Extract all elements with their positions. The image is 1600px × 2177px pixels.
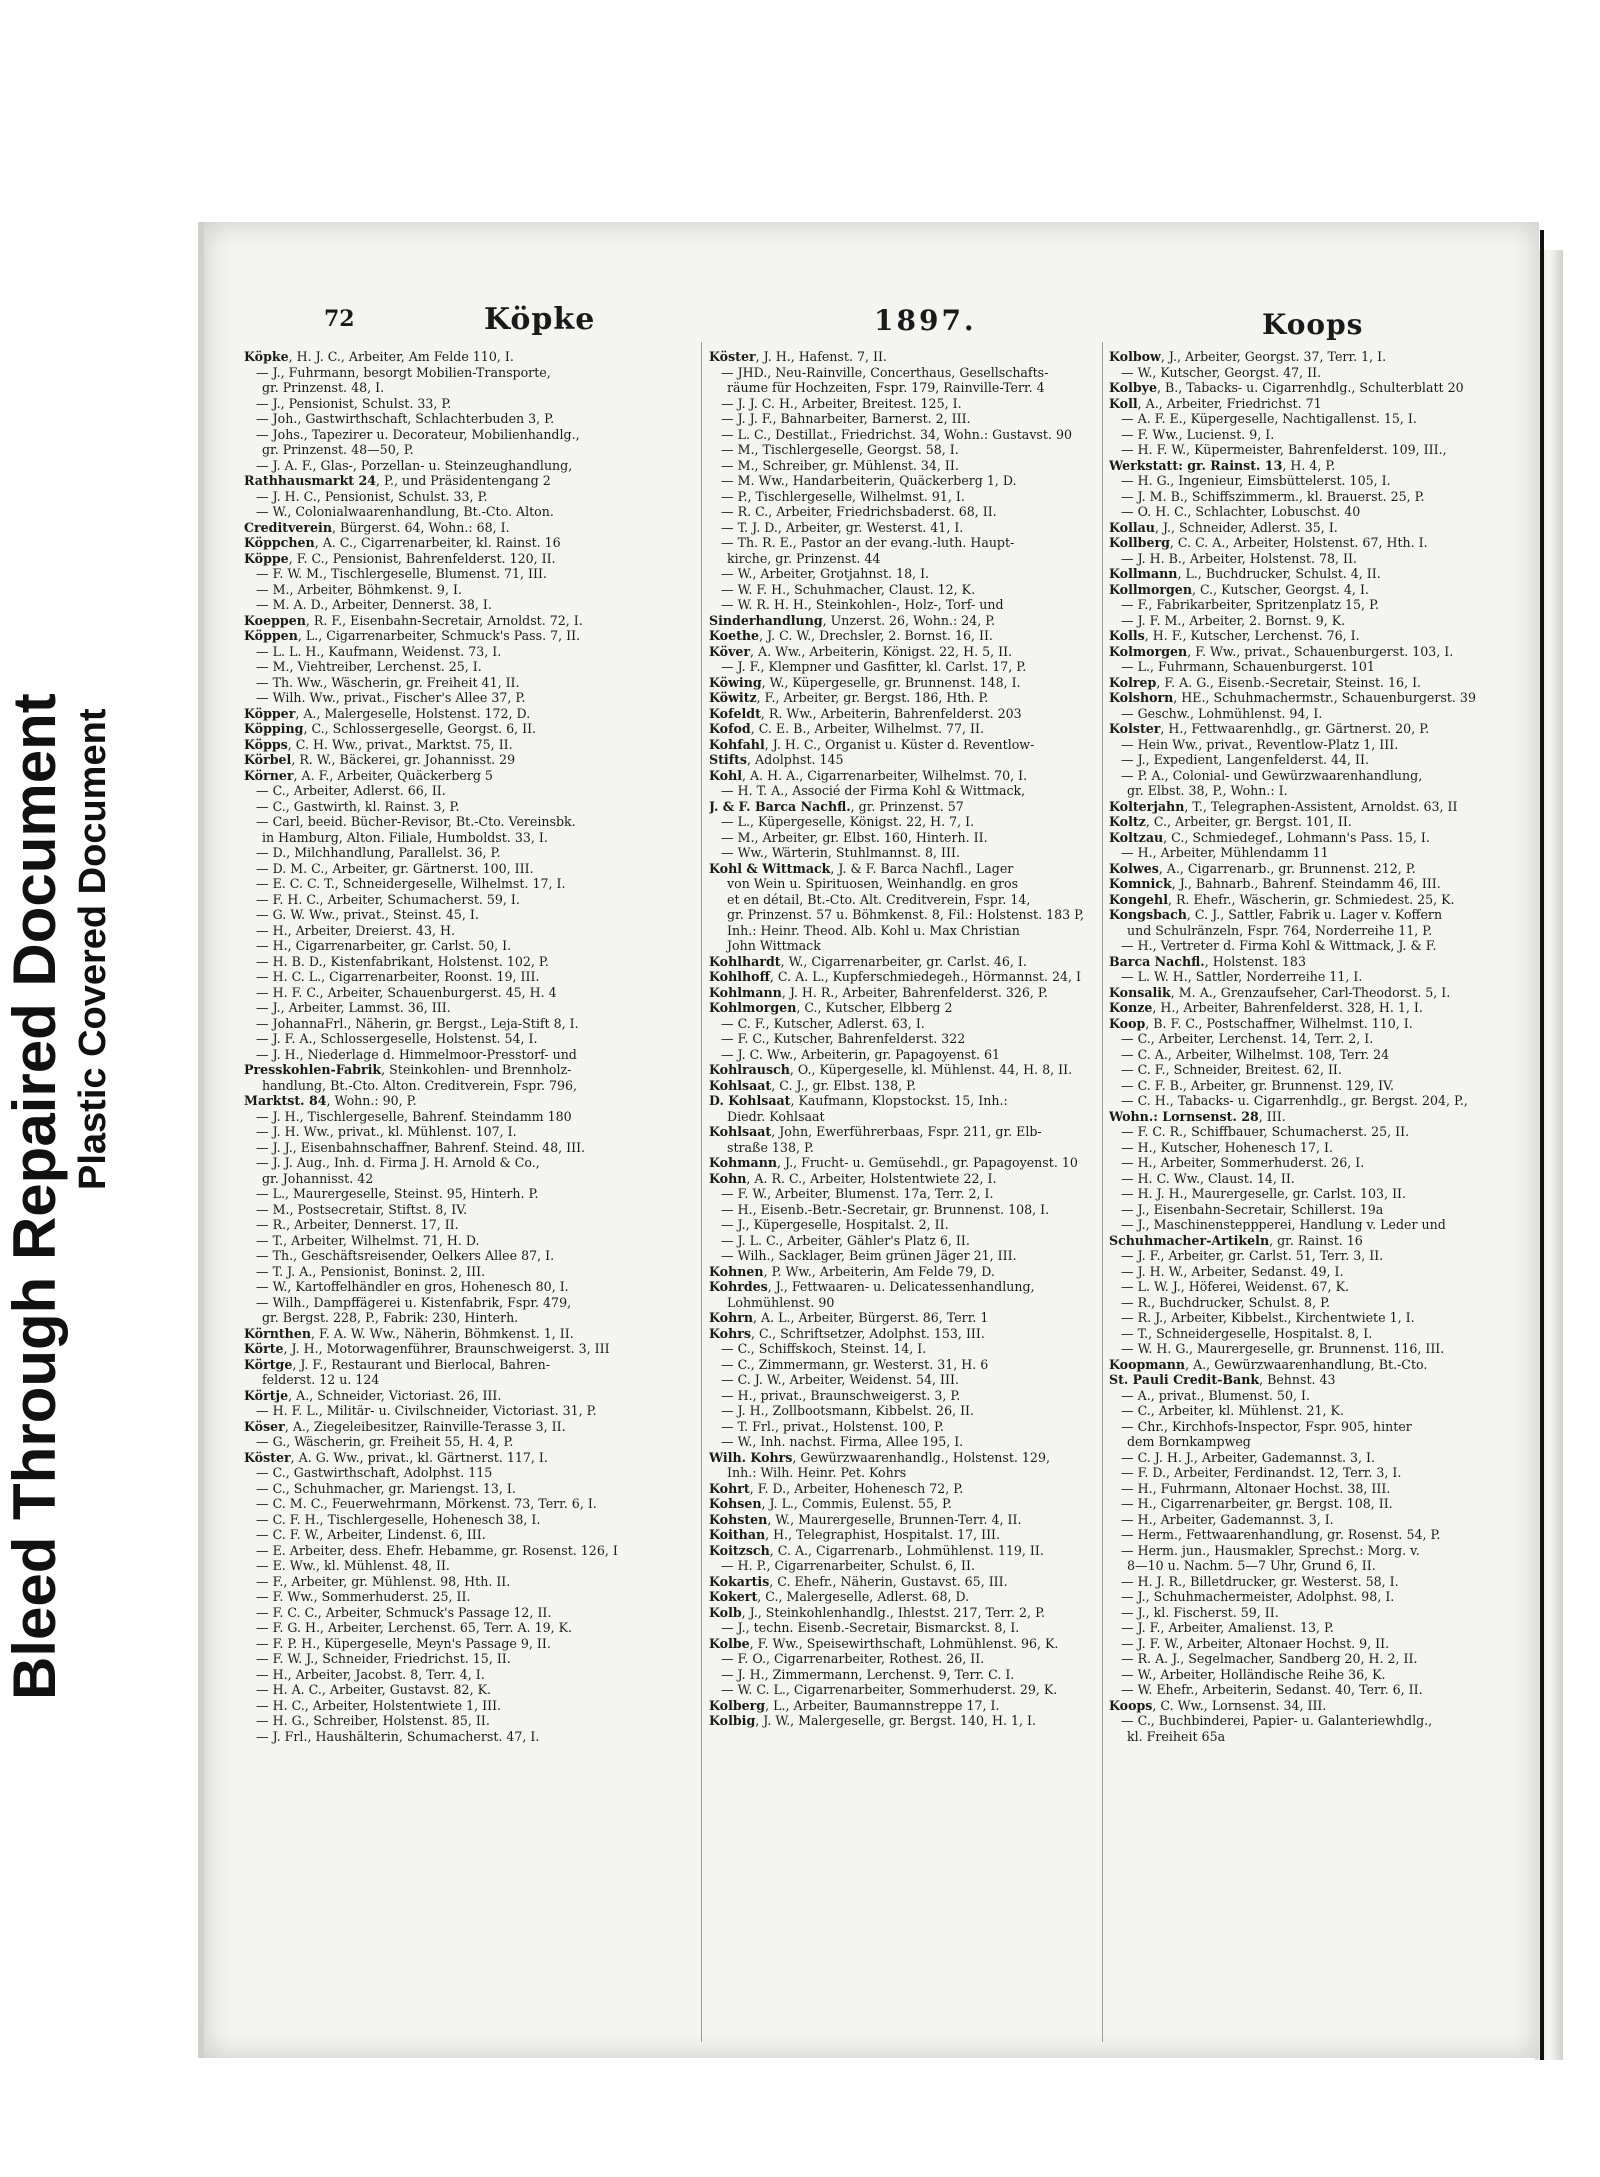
directory-entry: — C. F. B., Arbeiter, gr. Brunnenst. 129, IV.	[1121, 1077, 1394, 1093]
directory-entry: Rathhausmarkt 24, P., und Präsidentengang 2	[244, 473, 551, 488]
column-divider	[1102, 342, 1103, 2042]
directory-entry: — M. Ww., Handarbeiterin, Quäckerberg 1, D.	[721, 473, 1017, 488]
directory-entry: — H., Kutscher, Hohenesch 17, I.	[1121, 1139, 1333, 1155]
directory-entry: — D., Milchhandlung, Parallelst. 36, P.	[256, 845, 501, 860]
directory-entry: Kohlhardt, W., Cigarrenarbeiter, gr. Carlst. 46, I.	[709, 953, 1027, 969]
directory-entry: und Schulränzeln, Fspr. 764, Norderreihe 11, P.	[1127, 922, 1433, 938]
directory-entry: Kolmorgen, F. Ww., privat., Schauenburgerst. 103, I.	[1109, 643, 1454, 659]
directory-entry: — F. G. H., Arbeiter, Lerchenst. 65, Terr. A. 19, K.	[256, 1620, 573, 1635]
directory-entry: — W., Inh. nachst. Firma, Allee 195, I.	[721, 1434, 964, 1449]
directory-entry: Kollmann, L., Buchdrucker, Schulst. 4, II.	[1109, 566, 1381, 581]
directory-entry: Koopmann, A., Gewürzwaarenhandlung, Bt.-Cto.	[1109, 1356, 1428, 1372]
directory-entry: Kohsten, W., Maurergeselle, Brunnen-Terr. 4, II.	[709, 1511, 1022, 1527]
directory-entry: — J. H., Niederlage d. Himmelmoor-Presstorf- und	[256, 1046, 577, 1062]
scan-gutter	[1540, 230, 1544, 2060]
directory-entry: — J. F. A., Schlossergeselle, Holstenst. 54, I.	[256, 1031, 538, 1046]
directory-entry: Köser, A., Ziegeleibesitzer, Rainville-Terasse 3, II.	[244, 1418, 566, 1434]
directory-entry: — C., Schiffskoch, Steinst. 14, I.	[721, 1341, 927, 1356]
directory-entry: Kollmorgen, C., Kutscher, Georgst. 4, I.	[1109, 581, 1369, 597]
directory-entry: Koltzau, C., Schmiedegef., Lohmann's Pass. 15, I.	[1109, 829, 1430, 845]
directory-entry: Werkstatt: gr. Rainst. 13, H. 4, P.	[1109, 457, 1336, 473]
directory-entry: — C. F., Kutscher, Adlerst. 63, I.	[721, 1015, 925, 1031]
directory-entry: Koll, A., Arbeiter, Friedrichst. 71	[1109, 395, 1322, 411]
directory-entry: — H. B. D., Kistenfabrikant, Holstenst. 102, P.	[256, 953, 549, 969]
directory-entry: — Johs., Tapezirer u. Decorateur, Mobilienhandlg.,	[256, 426, 580, 442]
directory-entry: — JohannaFrl., Näherin, gr. Bergst., Leja-Stift 8, I.	[256, 1015, 579, 1031]
directory-entry: Kollau, J., Schneider, Adlerst. 35, I.	[1109, 519, 1338, 535]
directory-entry: Köster, J. H., Hafenst. 7, II.	[709, 349, 887, 364]
directory-entry: — H., privat., Braunschweigerst. 3, P.	[721, 1387, 961, 1403]
directory-entry: Kongsbach, C. J., Sattler, Fabrik u. Lager v. Koffern	[1109, 907, 1443, 922]
directory-entry: — Wilh., Sacklager, Beim grünen Jäger 21, III.	[721, 1248, 1017, 1263]
directory-entry: handlung, Bt.-Cto. Alton. Creditverein, Fspr. 796,	[262, 1077, 578, 1093]
directory-entry: Kolbe, F. Ww., Speisewirthschaft, Lohmühlenst. 96, K.	[709, 1635, 1059, 1651]
directory-entry: — F. C. C., Arbeiter, Schmuck's Passage 12, II.	[256, 1604, 552, 1620]
directory-entry: — J., techn. Eisenb.-Secretair, Bismarckst. 8, I.	[721, 1620, 1020, 1635]
directory-entry: Kohrt, F. D., Arbeiter, Hohenesch 72, P.	[709, 1480, 964, 1496]
directory-entry: Wilh. Kohrs, Gewürzwaarenhandlg., Holstenst. 129,	[709, 1449, 1050, 1465]
directory-entry: — C., Buchbinderei, Papier- u. Galanteriewhdlg.,	[1121, 1713, 1433, 1728]
directory-entry: — Joh., Gastwirthschaft, Schlachterbuden 3, P.	[256, 411, 555, 426]
directory-entry: gr. Prinzenst. 57 u. Böhmkenst. 8, Fil.: Holstenst. 183 P,	[727, 907, 1084, 922]
directory-entry: — H., Cigarrenarbeiter, gr. Carlst. 50, I.	[256, 938, 512, 953]
directory-entry: Inh.: Wilh. Heinr. Pet. Kohrs	[727, 1465, 907, 1480]
directory-entry: — F., Fabrikarbeiter, Spritzenplatz 15, P.	[1121, 597, 1379, 612]
directory-entry: von Wein u. Spirituosen, Weinhandlg. en gros	[727, 876, 1019, 891]
directory-entry: — H., Arbeiter, Sommerhuderst. 26, I.	[1121, 1155, 1365, 1170]
directory-entry: — W., Kartoffelhändler en gros, Hohenesch 80, I.	[256, 1279, 569, 1294]
directory-entry: — W. Ehefr., Arbeiterin, Sedanst. 40, Terr. 6, II.	[1121, 1682, 1423, 1697]
directory-entry: — J. J. C. H., Arbeiter, Breitest. 125, I.	[721, 395, 962, 411]
directory-entry: — A. F. E., Küpergeselle, Nachtigallenst. 15, I.	[1121, 411, 1417, 426]
directory-entry: Kolshorn, HE., Schuhmachermstr., Schauenburgerst. 39	[1109, 690, 1476, 705]
directory-entry: — H. F. C., Arbeiter, Schauenburgerst. 45, H. 4	[256, 984, 557, 1000]
directory-entry: — Ww., Wärterin, Stuhlmannst. 8, III.	[721, 845, 960, 860]
directory-entry: — H., Vertreter d. Firma Kohl & Wittmack, J. & F.	[1121, 938, 1437, 953]
directory-entry: Körner, A. F., Arbeiter, Quäckerberg 5	[244, 767, 493, 783]
directory-entry: Kofod, C. E. B., Arbeiter, Wilhelmst. 77, II.	[709, 721, 985, 736]
directory-entry: Koethe, J. C. W., Drechsler, 2. Bornst. 16, II.	[709, 628, 993, 643]
directory-entry: — R., Arbeiter, Dennerst. 17, II.	[256, 1217, 459, 1232]
directory-entry: Köppe, F. C., Pensionist, Bahrenfelderst. 120, II.	[244, 550, 556, 566]
directory-entry: Körbel, R. W., Bäckerei, gr. Johannisst. 29	[244, 752, 516, 767]
directory-entry: Kohl, A. H. A., Cigarrenarbeiter, Wilhelmst. 70, I.	[709, 767, 1028, 783]
directory-entry: Koop, B. F. C., Postschaffner, Wilhelmst. 110, I.	[1109, 1015, 1413, 1031]
directory-entry: — C., Schuhmacher, gr. Mariengst. 13, I.	[256, 1480, 516, 1496]
directory-entry: Körnthen, F. A. W. Ww., Näherin, Böhmkenst. 1, II.	[244, 1325, 574, 1341]
directory-entry: — J., Arbeiter, Lammst. 36, III.	[256, 1000, 451, 1015]
directory-entry: — J. H., Zollbootsmann, Kibbelst. 26, II.	[721, 1403, 975, 1418]
directory-entry: Kolls, H. F., Kutscher, Lerchenst. 76, I.	[1109, 628, 1360, 643]
directory-entry: — J. A. F., Glas-, Porzellan- u. Steinzeughandlung,	[256, 457, 573, 473]
directory-entry: Kofeldt, R. Ww., Arbeiterin, Bahrenfelderst. 203	[709, 705, 1022, 721]
directory-entry: Kolrep, F. A. G., Eisenb.-Secretair, Steinst. 16, I.	[1109, 674, 1422, 690]
directory-entry: — T., Arbeiter, Wilhelmst. 71, H. D.	[256, 1232, 480, 1248]
directory-entry: Kohsen, J. L., Commis, Eulenst. 55, P.	[709, 1496, 952, 1511]
directory-entry: — J., Pensionist, Schulst. 33, P.	[256, 395, 452, 411]
directory-entry: — H. C., Arbeiter, Holstentwiete 1, III.	[256, 1697, 502, 1713]
directory-entry: Creditverein, Bürgerst. 64, Wohn.: 68, I.	[244, 519, 510, 535]
directory-entry: Köwitz, F., Arbeiter, gr. Bergst. 186, Hth. P.	[709, 690, 989, 705]
directory-entry: — J. H. Ww., privat., kl. Mühlenst. 107, I.	[256, 1124, 517, 1139]
directory-entry: Kolterjahn, T., Telegraphen-Assistent, Arnoldst. 63, II	[1109, 798, 1458, 814]
directory-entry: Sinderhandlung, Unzerst. 26, Wohn.: 24, P.	[709, 612, 996, 628]
directory-entry: Kolbig, J. W., Malergeselle, gr. Bergst. 140, H. 1, I.	[709, 1713, 1036, 1728]
directory-entry: — L. W. H., Sattler, Norderreihe 11, I.	[1121, 969, 1363, 984]
directory-entry: — C., Arbeiter, kl. Mühlenst. 21, K.	[1121, 1403, 1344, 1418]
directory-entry: — L., Küpergeselle, Königst. 22, H. 7, I.	[721, 814, 975, 829]
directory-entry: — W. H. G., Maurergeselle, gr. Brunnenst. 116, III.	[1121, 1341, 1445, 1356]
directory-entry: — C. J. H. J., Arbeiter, Gademannst. 3, I.	[1121, 1449, 1376, 1465]
directory-entry: — O. H. C., Schlachter, Lobuschst. 40	[1121, 504, 1361, 519]
directory-entry: — J. H., Tischlergeselle, Bahrenf. Steindamm 180	[256, 1108, 572, 1124]
directory-entry: — C., Arbeiter, Lerchenst. 14, Terr. 2, I.	[1121, 1031, 1374, 1046]
directory-entry: — W. R. H. H., Steinkohlen-, Holz-, Torf- und	[721, 597, 1004, 612]
directory-entry: — E. Ww., kl. Mühlenst. 48, II.	[256, 1558, 450, 1573]
directory-entry: gr. Elbst. 38, P., Wohn.: I.	[1127, 783, 1288, 798]
directory-entry: — W., Arbeiter, Grotjahnst. 18, I.	[721, 566, 930, 581]
directory-entry: — A., privat., Blumenst. 50, I.	[1121, 1387, 1310, 1403]
directory-entry: kl. Freiheit 65a	[1127, 1728, 1226, 1744]
directory-entry: — R. J., Arbeiter, Kibbelst., Kirchentwiete 1, I.	[1121, 1310, 1415, 1325]
directory-entry: Köpping, C., Schlossergeselle, Georgst. 6, II.	[244, 721, 537, 736]
directory-entry: — J., Küpergeselle, Hospitalst. 2, II.	[721, 1217, 949, 1232]
directory-entry: — M., Tischlergeselle, Georgst. 58, I.	[721, 442, 959, 457]
directory-entry: Marktst. 84, Wohn.: 90, P.	[244, 1093, 417, 1108]
directory-entry: — J., Expedient, Langenfelderst. 44, II.	[1121, 752, 1370, 767]
directory-entry: Kolbye, B., Tabacks- u. Cigarrenhdlg., Schulterblatt 20	[1109, 380, 1464, 395]
directory-entry: — J. H. B., Arbeiter, Holstenst. 78, II.	[1121, 550, 1357, 566]
directory-entry: Körte, J. H., Motorwagenführer, Braunschweigerst. 3, III	[244, 1341, 610, 1356]
directory-entry: — J. F., Arbeiter, Amalienst. 13, P.	[1121, 1620, 1334, 1635]
directory-entry: Kongehl, R. Ehefr., Wäscherin, gr. Schmiedest. 25, K.	[1109, 891, 1455, 907]
directory-entry: dem Bornkampweg	[1127, 1434, 1251, 1449]
directory-entry: — F. H. C., Arbeiter, Schumacherst. 59, I.	[256, 891, 520, 907]
condition-label-bleed-repaired: Bleed Through Repaired Document	[1, 693, 68, 1700]
directory-entry: Kokert, C., Malergeselle, Adlerst. 68, D.	[709, 1589, 970, 1604]
directory-entry: J. & F. Barca Nachfl., gr. Prinzenst. 57	[709, 798, 964, 814]
directory-entry: Kohlrausch, O., Küpergeselle, kl. Mühlenst. 44, H. 8, II.	[709, 1062, 1073, 1077]
directory-entry: — H. J. H., Maurergeselle, gr. Carlst. 103, II.	[1121, 1186, 1407, 1201]
directory-entry: John Wittmack	[727, 938, 821, 953]
directory-entry: — R. C., Arbeiter, Friedrichsbaderst. 68, II.	[721, 504, 997, 519]
directory-entry: Kohl & Wittmack, J. & F. Barca Nachfl., Lager	[709, 860, 1014, 876]
directory-entry: — G. W. Ww., privat., Steinst. 45, I.	[256, 907, 479, 922]
directory-entry: — T. J. A., Pensionist, Boninst. 2, III.	[256, 1263, 486, 1279]
directory-column-3	[1109, 349, 1484, 2049]
directory-entry: Kokartis, C. Ehefr., Näherin, Gustavst. 65, III.	[709, 1573, 1008, 1589]
directory-entry: St. Pauli Credit-Bank, Behnst. 43	[1109, 1372, 1336, 1387]
directory-entry: — Herm. jun., Hausmakler, Sprechst.: Morg. v.	[1121, 1542, 1420, 1558]
directory-entry: Koeppen, R. F., Eisenbahn-Secretair, Arnoldst. 72, I.	[244, 612, 583, 628]
directory-entry: — M., Postsecretair, Stiftst. 8, IV.	[256, 1201, 468, 1217]
directory-entry: — H. F. W., Küpermeister, Bahrenfelderst. 109, III.,	[1121, 442, 1447, 457]
directory-entry: — J. F., Arbeiter, gr. Carlst. 51, Terr. 3, II.	[1121, 1248, 1384, 1263]
directory-entry: straße 138, P.	[727, 1139, 814, 1155]
directory-entry: — J. H. W., Arbeiter, Sedanst. 49, I.	[1121, 1263, 1344, 1279]
directory-entry: Köppchen, A. C., Cigarrenarbeiter, kl. Rainst. 16	[244, 535, 561, 550]
directory-entry: — F. W., Arbeiter, Blumenst. 17a, Terr. 2, I.	[721, 1186, 994, 1201]
directory-entry: — J. H. C., Pensionist, Schulst. 33, P.	[256, 488, 488, 504]
directory-entry: Kohrn, A. L., Arbeiter, Bürgerst. 86, Terr. 1	[709, 1310, 989, 1325]
directory-entry: — C. F. H., Tischlergeselle, Hohenesch 38, I.	[256, 1511, 541, 1527]
header-first-name: Köpke	[484, 302, 596, 337]
directory-entry: — Chr., Kirchhofs-Inspector, Fspr. 905, hinter	[1121, 1418, 1412, 1434]
directory-entry: — H. C. L., Cigarrenarbeiter, Roonst. 19, III.	[256, 969, 540, 984]
directory-entry: Inh.: Heinr. Theod. Alb. Kohl u. Max Christian	[727, 922, 1020, 938]
directory-entry: Kohlmann, J. H. R., Arbeiter, Bahrenfelderst. 326, P.	[709, 984, 1048, 1000]
column-divider	[701, 342, 702, 2042]
directory-entry: — Herm., Fettwaarenhandlung, gr. Rosenst. 54, P.	[1121, 1527, 1441, 1542]
directory-entry: — L. L. H., Kaufmann, Weidenst. 73, I.	[256, 643, 502, 659]
directory-entry: Kohfahl, J. H. C., Organist u. Küster d. Reventlow-	[709, 736, 1035, 752]
directory-entry: — M., Arbeiter, Böhmkenst. 9, I.	[256, 581, 462, 597]
header-last-name: Koops	[1262, 308, 1364, 341]
directory-entry: Kohlmorgen, C., Kutscher, Elbberg 2	[709, 1000, 953, 1015]
directory-entry: — H. A. C., Arbeiter, Gustavst. 82, K.	[256, 1682, 491, 1697]
directory-entry: gr. Prinzenst. 48, I.	[262, 380, 385, 395]
directory-entry: Schuhmacher-Artikeln, gr. Rainst. 16	[1109, 1232, 1363, 1248]
directory-entry: — R., Buchdrucker, Schulst. 8, P.	[1121, 1294, 1330, 1310]
directory-entry: Koithan, H., Telegraphist, Hospitalst. 17, III.	[709, 1527, 1001, 1542]
directory-entry: 8—10 u. Nachm. 5—7 Uhr, Grund 6, II.	[1127, 1558, 1376, 1573]
directory-entry: in Hamburg, Alton. Filiale, Humboldst. 33, I.	[262, 829, 548, 845]
page-header	[204, 302, 1539, 346]
directory-entry: — C., Gastwirth, kl. Rainst. 3, P.	[256, 798, 460, 814]
directory-entry: — W., Arbeiter, Holländische Reihe 36, K.	[1121, 1666, 1386, 1682]
directory-entry: — Wilh. Ww., privat., Fischer's Allee 37, P.	[256, 690, 526, 705]
directory-entry: — R. A. J., Segelmacher, Sandberg 20, H. 2, II.	[1121, 1651, 1418, 1666]
directory-entry: Kohnen, P. Ww., Arbeiterin, Am Felde 79, D.	[709, 1263, 995, 1279]
page-number: 72	[324, 306, 355, 332]
directory-entry: — C. F., Schneider, Breitest. 62, II.	[1121, 1062, 1342, 1077]
directory-entry: — J., Maschinensteppperei, Handlung v. Leder und	[1121, 1217, 1446, 1232]
directory-entry: — C. F. W., Arbeiter, Lindenst. 6, III.	[256, 1527, 486, 1542]
directory-entry: Konsalik, M. A., Grenzaufseher, Carl-Theodorst. 5, I.	[1109, 984, 1451, 1000]
side-labels	[0, 0, 200, 2177]
directory-entry: — L., Maurergeselle, Steinst. 95, Hinterh. P.	[256, 1186, 539, 1201]
directory-entry: — C., Arbeiter, Adlerst. 66, II.	[256, 783, 446, 798]
directory-entry: — H., Arbeiter, Jacobst. 8, Terr. 4, I.	[256, 1666, 485, 1682]
directory-entry: — F. P. H., Küpergeselle, Meyn's Passage 9, II.	[256, 1635, 551, 1651]
directory-entry: — F. D., Arbeiter, Ferdinandst. 12, Terr. 3, I.	[1121, 1465, 1402, 1480]
directory-entry: — P. A., Colonial- und Gewürzwaarenhandlung,	[1121, 767, 1423, 783]
directory-entry: — F. O., Cigarrenarbeiter, Rothest. 26, II.	[721, 1651, 985, 1666]
directory-entry: — G., Wäscherin, gr. Freiheit 55, H. 4, P.	[256, 1434, 514, 1449]
directory-entry: — J., Fuhrmann, besorgt Mobilien-Transporte,	[256, 364, 551, 380]
directory-entry: — H. C. Ww., Claust. 14, II.	[1121, 1170, 1295, 1186]
directory-entry: — L. W. J., Höferei, Weidenst. 67, K.	[1121, 1279, 1349, 1294]
directory-entry: — J., kl. Fischerst. 59, II.	[1121, 1604, 1279, 1620]
directory-entry: Presskohlen-Fabrik, Steinkohlen- und Brennholz-	[244, 1062, 572, 1077]
directory-entry: — M., Schreiber, gr. Mühlenst. 34, II.	[721, 457, 959, 473]
directory-entry: Kohrs, C., Schriftsetzer, Adolphst. 153, III.	[709, 1325, 985, 1341]
header-year: 1897.	[874, 304, 977, 337]
directory-entry: — F. Ww., Sommerhuderst. 25, II.	[256, 1589, 471, 1604]
directory-entry: — H., Fuhrmann, Altonaer Hochst. 38, III.	[1121, 1480, 1391, 1496]
directory-entry: Stifts, Adolphst. 145	[709, 752, 844, 767]
directory-entry: Kolbow, J., Arbeiter, Georgst. 37, Terr. 1, I.	[1109, 349, 1387, 364]
directory-entry: — C., Zimmermann, gr. Westerst. 31, H. 6	[721, 1356, 989, 1372]
directory-entry: gr. Bergst. 228, P., Fabrik: 230, Hinterh.	[262, 1310, 519, 1325]
directory-entry: — C. A., Arbeiter, Wilhelmst. 108, Terr. 24	[1121, 1046, 1390, 1062]
directory-entry: — J. H., Zimmermann, Lerchenst. 9, Terr. C. I.	[721, 1666, 1015, 1682]
directory-entry: — C. H., Tabacks- u. Cigarrenhdlg., gr. Bergst. 204, P.,	[1121, 1093, 1468, 1108]
directory-entry: — J. Frl., Haushälterin, Schumacherst. 47, I.	[256, 1728, 540, 1744]
directory-entry: Kohlsaat, John, Ewerführerbaas, Fspr. 211, gr. Elb-	[709, 1124, 1042, 1139]
directory-entry: — J. F., Klempner und Gasfitter, kl. Carlst. 17, P.	[721, 659, 1027, 674]
directory-entry: — Th. R. E., Pastor an der evang.-luth. Haupt-	[721, 535, 1015, 550]
directory-entry: — H., Arbeiter, Gademannst. 3, I.	[1121, 1511, 1334, 1527]
directory-entry: — P., Tischlergeselle, Wilhelmst. 91, I.	[721, 488, 965, 504]
directory-entry: — J., Schuhmachermeister, Adolphst. 98, I.	[1121, 1589, 1395, 1604]
directory-entry: — H. G., Schreiber, Holstenst. 85, II.	[256, 1713, 490, 1728]
directory-entry: — C. M. C., Feuerwehrmann, Mörkenst. 73, Terr. 6, I.	[256, 1496, 597, 1511]
directory-entry: — W. F. H., Schuhmacher, Claust. 12, K.	[721, 581, 976, 597]
directory-entry: — F. W. M., Tischlergeselle, Blumenst. 71, III.	[256, 566, 547, 581]
directory-entry: kirche, gr. Prinzenst. 44	[727, 550, 881, 566]
directory-entry: — F. W. J., Schneider, Friedrichst. 15, II.	[256, 1651, 511, 1666]
directory-entry: — Geschw., Lohmühlenst. 94, I.	[1121, 705, 1323, 721]
directory-entry: — H., Eisenb.-Betr.-Secretair, gr. Brunnenst. 108, I.	[721, 1201, 1050, 1217]
condition-label-plastic-covered: Plastic Covered Document	[72, 708, 114, 1190]
directory-entry: — D. M. C., Arbeiter, gr. Gärtnerst. 100, III.	[256, 860, 534, 876]
scanned-page	[198, 222, 1539, 2058]
directory-entry: Kohrdes, J., Fettwaaren- u. Delicatessenhandlung,	[709, 1279, 1035, 1294]
directory-entry: — M., Viehtreiber, Lerchenst. 25, I.	[256, 659, 482, 674]
directory-entry: — F. Ww., Lucienst. 9, I.	[1121, 426, 1275, 442]
directory-entry: Koops, C. Ww., Lornsenst. 34, III.	[1109, 1697, 1327, 1713]
directory-entry: — J. F. M., Arbeiter, 2. Bornst. 9, K.	[1121, 612, 1346, 628]
directory-entry: felderst. 12 u. 124	[262, 1372, 380, 1387]
directory-entry: — J. M. B., Schiffszimmerm., kl. Brauerst. 25, P.	[1121, 488, 1425, 504]
directory-entry: Barca Nachfl., Holstenst. 183	[1109, 953, 1306, 969]
directory-entry: — E. C. C. T., Schneidergeselle, Wilhelmst. 17, I.	[256, 876, 566, 891]
directory-entry: D. Kohlsaat, Kaufmann, Klopstockst. 15, Inh.:	[709, 1093, 1008, 1108]
directory-entry: Köwing, W., Küpergeselle, gr. Brunnenst. 148, I.	[709, 674, 1021, 690]
directory-entry: — J. C. Ww., Arbeiterin, gr. Papagoyenst. 61	[721, 1046, 1001, 1062]
directory-column-2	[709, 349, 1084, 2049]
directory-entry: Komnick, J., Bahnarb., Bahrenf. Steindamm 46, III.	[1109, 876, 1441, 891]
directory-entry: Köver, A. Ww., Arbeiterin, Königst. 22, H. 5, II.	[709, 643, 1013, 659]
directory-entry: Koitzsch, C. A., Cigarrenarb., Lohmühlenst. 119, II.	[709, 1542, 1044, 1558]
directory-entry: — W., Colonialwaarenhandlung, Bt.-Cto. Alton.	[256, 504, 554, 519]
directory-entry: — J. J. F., Bahnarbeiter, Barnerst. 2, III.	[721, 411, 971, 426]
directory-entry: Kollberg, C. C. A., Arbeiter, Holstenst. 67, Hth. I.	[1109, 535, 1428, 550]
directory-entry: Diedr. Kohlsaat	[727, 1108, 825, 1124]
directory-entry: — M. A. D., Arbeiter, Dennerst. 38, I.	[256, 597, 492, 612]
directory-entry: — JHD., Neu-Rainville, Concerthaus, Gesellschafts-	[721, 364, 1049, 380]
directory-entry: — C., Gastwirthschaft, Adolphst. 115	[256, 1465, 493, 1480]
directory-entry: — F. C., Kutscher, Bahrenfelderst. 322	[721, 1031, 966, 1046]
directory-entry: Köpps, C. H. Ww., privat., Marktst. 75, II.	[244, 736, 513, 752]
directory-entry: gr. Johannisst. 42	[262, 1170, 374, 1186]
directory-entry: — H. T. A., Associé der Firma Kohl & Wittmack,	[721, 783, 1026, 798]
directory-entry: räume für Hochzeiten, Fspr. 179, Rainville-Terr. 4	[727, 380, 1045, 395]
directory-entry: — H. G., Ingenieur, Eimsbüttelerst. 105, I.	[1121, 473, 1391, 488]
directory-entry: Körtje, A., Schneider, Victoriast. 26, III.	[244, 1387, 502, 1403]
directory-entry: — W. C. L., Cigarrenarbeiter, Sommerhuderst. 29, K.	[721, 1682, 1058, 1697]
directory-entry: — H. P., Cigarrenarbeiter, Schulst. 6, II.	[721, 1558, 976, 1573]
directory-entry: — Hein Ww., privat., Reventlow-Platz 1, III.	[1121, 736, 1399, 752]
directory-entry: — Th., Geschäftsreisender, Oelkers Allee 87, I.	[256, 1248, 555, 1263]
directory-column-1	[244, 349, 619, 2049]
directory-entry: Kolb, J., Steinkohlenhandlg., Ihlestst. 217, Terr. 2, P.	[709, 1604, 1045, 1620]
directory-entry: Köpke, H. J. C., Arbeiter, Am Felde 110, I.	[244, 349, 514, 364]
directory-entry: — F. C. R., Schiffbauer, Schumacherst. 25, II.	[1121, 1124, 1410, 1139]
directory-entry: Körtge, J. F., Restaurant und Bierlocal, Bahren-	[244, 1356, 550, 1372]
directory-entry: — H., Arbeiter, Dreierst. 43, H.	[256, 922, 456, 938]
directory-entry: — C. J. W., Arbeiter, Weidenst. 54, III.	[721, 1372, 959, 1387]
directory-entry: — J. F. W., Arbeiter, Altonaer Hochst. 9, II.	[1121, 1635, 1390, 1651]
directory-entry: — H., Arbeiter, Mühlendamm 11	[1121, 845, 1329, 860]
directory-entry: Kohlsaat, C. J., gr. Elbst. 138, P.	[709, 1077, 917, 1093]
directory-entry: — T. J. D., Arbeiter, gr. Westerst. 41, I.	[721, 519, 964, 535]
directory-entry: et en détail, Bt.-Cto. Alt. Creditverein, Fspr. 14,	[727, 891, 1031, 907]
directory-entry: — H. J. R., Billetdrucker, gr. Westerst. 58, I.	[1121, 1573, 1399, 1589]
directory-entry: Lohmühlenst. 90	[727, 1294, 835, 1310]
directory-entry: — L., Fuhrmann, Schauenburgerst. 101	[1121, 659, 1375, 674]
directory-entry: Kolwes, A., Cigarrenarb., gr. Brunnenst. 212, P.	[1109, 860, 1416, 876]
directory-entry: gr. Prinzenst. 48—50, P.	[262, 442, 414, 457]
directory-entry: Köpper, A., Malergeselle, Holstenst. 172, D.	[244, 705, 531, 721]
directory-entry: — E. Arbeiter, dess. Ehefr. Hebamme, gr. Rosenst. 126, I	[256, 1542, 618, 1558]
directory-entry: Köster, A. G. Ww., privat., kl. Gärtnerst. 117, I.	[244, 1449, 548, 1465]
directory-entry: — F., Arbeiter, gr. Mühlenst. 98, Hth. II.	[256, 1573, 511, 1589]
directory-entry: — H., Cigarrenarbeiter, gr. Bergst. 108, II.	[1121, 1496, 1393, 1511]
directory-entry: — W., Kutscher, Georgst. 47, II.	[1121, 364, 1322, 380]
directory-entry: — J. J. Aug., Inh. d. Firma J. H. Arnold & Co.,	[256, 1155, 540, 1170]
directory-entry: Wohn.: Lornsenst. 28, III.	[1109, 1108, 1286, 1124]
directory-entry: Kohmann, J., Frucht- u. Gemüsehdl., gr. Papagoyenst. 10	[709, 1155, 1078, 1170]
directory-entry: — T. Frl., privat., Holstenst. 100, P.	[721, 1418, 944, 1434]
directory-entry: — M., Arbeiter, gr. Elbst. 160, Hinterh. II.	[721, 829, 988, 845]
directory-entry: Kohlhoff, C. A. L., Kupferschmiedegeh., Hörmannst. 24, I	[709, 969, 1082, 984]
directory-entry: Koltz, C., Arbeiter, gr. Bergst. 101, II.	[1109, 814, 1352, 829]
directory-entry: Kolberg, L., Arbeiter, Baumannstreppe 17, I.	[709, 1697, 1000, 1713]
directory-entry: — J., Eisenbahn-Secretair, Schillerst. 19a	[1121, 1201, 1384, 1217]
directory-entry: Konze, H., Arbeiter, Bahrenfelderst. 328, H. 1, I.	[1109, 1000, 1423, 1015]
directory-entry: Kohn, A. R. C., Arbeiter, Holstentwiete 22, I.	[709, 1170, 997, 1186]
directory-entry: — J. L. C., Arbeiter, Gähler's Platz 6, II.	[721, 1232, 970, 1248]
directory-entry: — Th. Ww., Wäscherin, gr. Freiheit 41, II.	[256, 674, 520, 690]
directory-entry: Kolster, H., Fettwaarenhdlg., gr. Gärtnerst. 20, P.	[1109, 721, 1430, 736]
directory-entry: — H. F. L., Militär- u. Civilschneider, Victoriast. 31, P.	[256, 1403, 597, 1418]
directory-entry: Köppen, L., Cigarrenarbeiter, Schmuck's Pass. 7, II.	[244, 628, 581, 643]
directory-entry: — J. J., Eisenbahnschaffner, Bahrenf. Steind. 48, III.	[256, 1139, 586, 1155]
directory-entry: — Carl, beeid. Bücher-Revisor, Bt.-Cto. Vereinsbk.	[256, 814, 576, 829]
directory-entry: — L. C., Destillat., Friedrichst. 34, Wohn.: Gustavst. 90	[721, 426, 1072, 442]
directory-entry: — T., Schneidergeselle, Hospitalst. 8, I.	[1121, 1325, 1373, 1341]
directory-entry: — Wilh., Dampffägerei u. Kistenfabrik, Fspr. 479,	[256, 1294, 572, 1310]
